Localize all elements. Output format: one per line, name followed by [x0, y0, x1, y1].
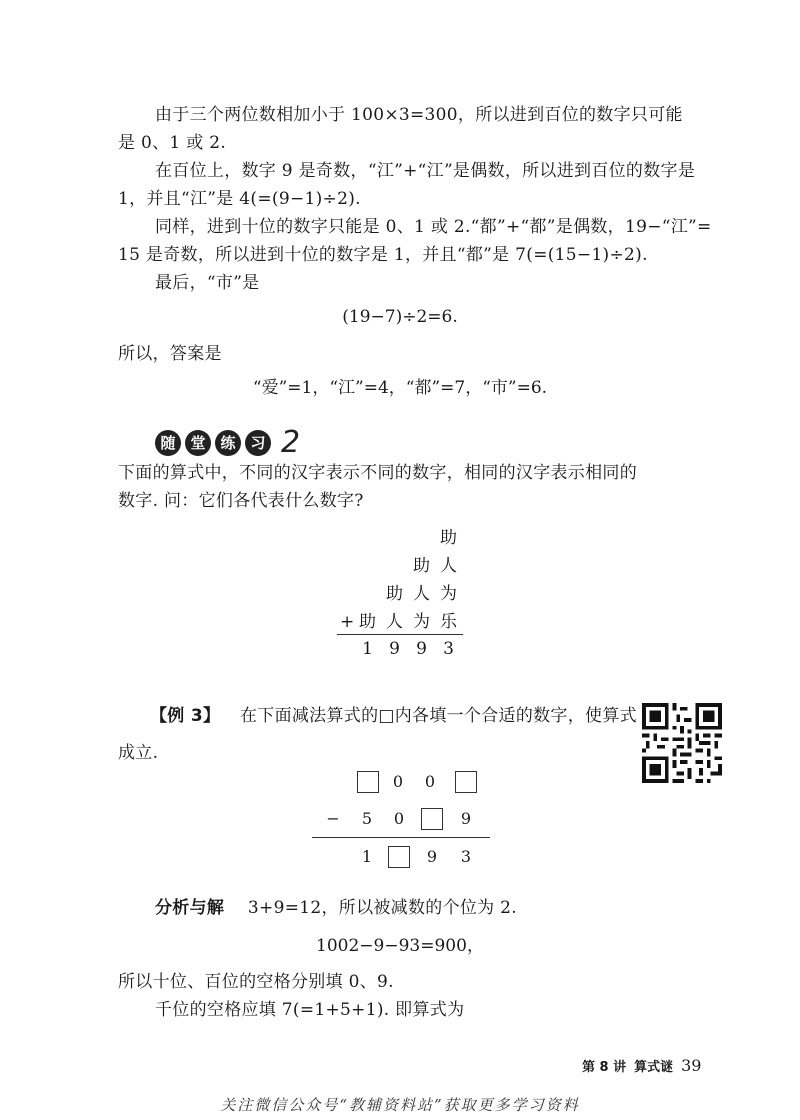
plus-sign: + [340, 612, 355, 632]
practice-heading [155, 425, 301, 460]
digit: 3 [460, 847, 472, 866]
example-label: 【例 3】 [150, 706, 221, 726]
qr-code [642, 703, 722, 783]
addition-row: 助 人 为 乐 [359, 612, 457, 632]
addition-row: 助 人 [413, 556, 457, 576]
blank-box [357, 771, 379, 793]
addition-row: 助 [440, 528, 457, 548]
footer-title: 算式谜 [634, 1060, 674, 1075]
analysis-text: 3+9=12，所以被减数的个位为 2. [247, 898, 517, 918]
practice-char: 练 [215, 430, 241, 456]
minus-sign: − [326, 809, 340, 828]
bottom-note: 关注微信公众号“教辅资料站”获取更多学习资料 [220, 1096, 580, 1114]
para2-line1: 在百位上，数字 9 是奇数，“江”+“江”是偶数，所以进到百位的数字是 [155, 161, 696, 181]
practice-question-line1: 下面的算式中，不同的汉字表示不同的数字，相同的汉字表示相同的 [118, 463, 637, 483]
example-text: 在下面减法算式的□内各填一个合适的数字，使算式 [239, 706, 637, 726]
analysis-label: 分析与解 [155, 898, 225, 918]
para3-line1: 同样，进到十位的数字只能是 0、1 或 2.“都”+“都”是偶数，19−“江”= [155, 217, 712, 237]
para2-line2: 1，并且“江”是 4(=(9−1)÷2). [118, 189, 361, 209]
example-line2: 成立. [118, 743, 159, 763]
digit: 0 [392, 772, 404, 791]
para1-line1: 由于三个两位数相加小于 100×3=300，所以进到百位的数字只可能 [155, 105, 683, 125]
practice-number: 2 [281, 425, 301, 460]
footer-lecture: 第 8 讲 [582, 1060, 627, 1075]
para5: 所以，答案是 [118, 344, 222, 364]
practice-question-line2: 数字. 问：它们各代表什么数字? [118, 491, 364, 511]
addition-rule [337, 634, 463, 635]
practice-char: 随 [155, 430, 181, 456]
page-number: 39 [681, 1056, 702, 1075]
example-line1 [150, 704, 637, 728]
digit: 0 [424, 772, 436, 791]
digit: 5 [361, 809, 373, 828]
para1-line2: 是 0、1 或 2. [118, 133, 227, 153]
addition-row: 助 人 为 [386, 584, 457, 604]
digit: 9 [460, 809, 472, 828]
addition-result-row: 1 9 9 3 [362, 639, 454, 659]
answer-line: “爱”=1，“江”=4，“都”=7，“市”=6. [252, 378, 548, 398]
equation-2: 1002−9−93=900， [316, 936, 484, 956]
blank-box [455, 771, 477, 793]
practice-char: 堂 [185, 430, 211, 456]
para3-line2: 15 是奇数，所以进到十位的数字是 1，并且“都”是 7(=(15−1)÷2). [118, 245, 648, 265]
page-footer [582, 1056, 701, 1075]
blank-box [421, 808, 443, 830]
practice-char: 习 [245, 430, 271, 456]
para6: 所以十位、百位的空格分别填 0、9. [118, 972, 394, 992]
equation-1: (19−7)÷2=6. [342, 307, 458, 327]
analysis-line [155, 896, 517, 920]
digit: 0 [393, 809, 405, 828]
digit: 9 [426, 847, 438, 866]
subtraction-rule [312, 837, 490, 838]
para4: 最后，“市”是 [155, 273, 260, 293]
blank-box [388, 846, 410, 868]
para7: 千位的空格应填 7(=1+5+1). 即算式为 [155, 1000, 465, 1020]
digit: 1 [361, 847, 373, 866]
